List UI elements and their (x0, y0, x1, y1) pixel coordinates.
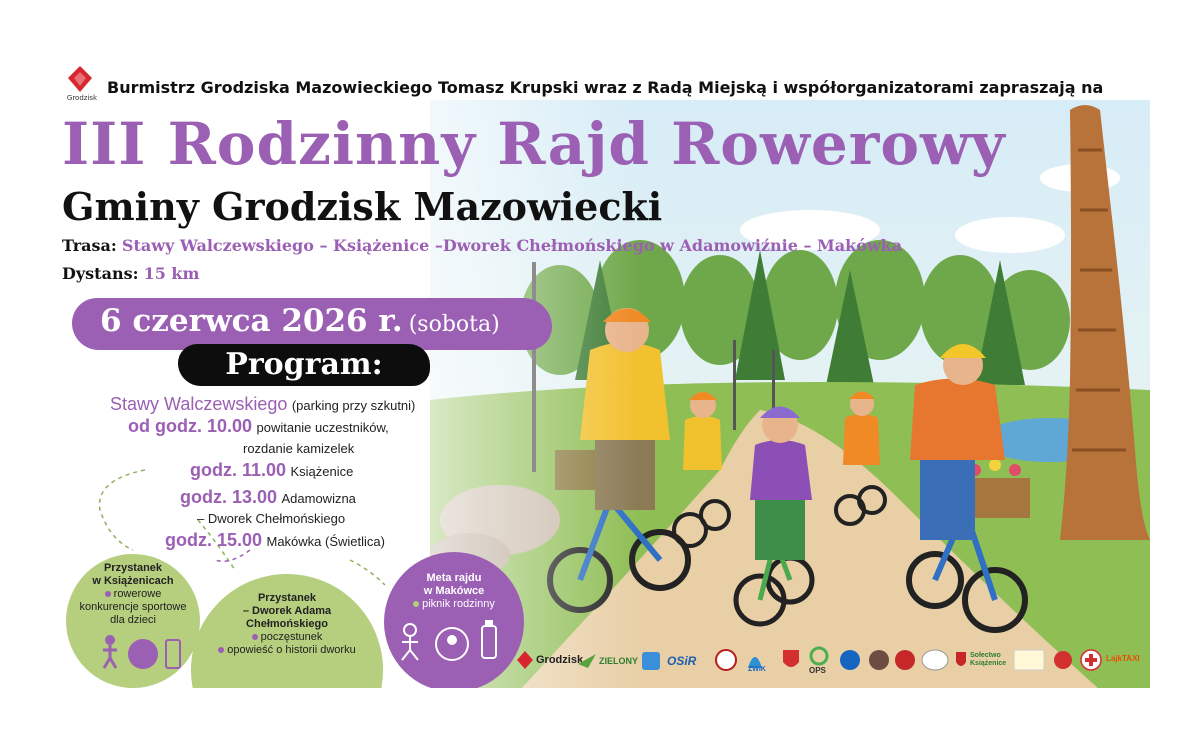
partner-icon (640, 640, 662, 680)
sponsor-lajktaxi: LajkTAXI (1106, 654, 1140, 663)
event-date (100, 303, 500, 339)
program-item-1000: od godz. 10.00 powitanie uczestników, (128, 416, 389, 436)
sponsor-ops: OPS (809, 666, 826, 675)
crest-icon (714, 640, 738, 680)
sponsor-osir: OSiR (667, 654, 697, 668)
stop-makowka: Meta rajdu w Makówce piknik rodzinny (396, 572, 512, 611)
route-value: Stawy Walczewskiego – Książenice –Dworek Chełmońskiego w Adamowiźnie – Makówka (121, 236, 903, 255)
sponsor-logos (512, 640, 1142, 680)
stop-ksiazenice: Przystanek w Książenicach rowerowe konkurencje sportowe dla dzieci (79, 562, 187, 626)
grodzisk-logo (62, 66, 102, 106)
gallery-icon (1012, 640, 1046, 680)
invitation-line: Burmistrz Grodziska Mazowieckiego Tomasz Krupski wraz z Radą Miejską i współorganizatorami zapraszają na (107, 78, 1104, 97)
event-title: III Rodzinny Rajd Rowerowy (62, 110, 1006, 178)
zwik-icon (744, 640, 766, 680)
stop-dworek: Przystanek – Dworek Adama Chełmońskiego poczęstunek opowieść o historii dworku (200, 592, 374, 657)
route-label: Trasa: (62, 236, 117, 255)
program-item-1300: godz. 13.00 Adamowizna (180, 487, 356, 507)
fruit-icon (1050, 640, 1076, 680)
sponsor-grodzisk: Grodzisk (536, 654, 584, 666)
date-weekday: (sobota) (408, 312, 500, 337)
bullet-dot (252, 634, 258, 640)
program-heading: Program: (225, 347, 383, 382)
sponsor-zielony: ZIELONY (599, 656, 639, 666)
fire-brigade-icon (868, 640, 890, 680)
shield-icon (780, 640, 802, 680)
crest-icon (894, 640, 916, 680)
program-item-1100: godz. 11.00 Książenice (190, 460, 354, 480)
grodzisk-sponsor-icon (516, 640, 534, 680)
logo-caption: Grodzisk (66, 94, 98, 102)
program-item-start: Stawy Walczewskiego (parking przy szkutni) (110, 394, 416, 414)
grodzisk-logo-icon (68, 66, 92, 94)
distance-value: 15 km (143, 264, 200, 283)
sponsor-zwik: ZWiK (748, 666, 766, 673)
bottom-margin (0, 688, 1200, 738)
event-subtitle: Gminy Grodzisk Mazowiecki (62, 184, 663, 229)
picnic-icon (392, 618, 512, 664)
date-main: 6 czerwca 2026 r. (100, 303, 403, 339)
emblem-icon (920, 640, 950, 680)
distance-line (62, 264, 199, 283)
bullet-dot (105, 591, 111, 597)
route-line (62, 236, 902, 255)
bullet-dot (413, 601, 419, 607)
kids-sports-icon (98, 632, 188, 672)
sponsor-solectwo: Sołectwo Książenice (970, 652, 1007, 667)
program-item-1300-cont: – Dworek Chełmońskiego (197, 511, 346, 526)
program-item-1500: godz. 15.00 Makówka (Świetlica) (165, 530, 385, 550)
bullet-dot (218, 647, 224, 653)
badge-icon (838, 640, 862, 680)
solectwo-shield-icon (954, 640, 968, 680)
header (62, 66, 1132, 106)
zielony-sponsor-icon (576, 640, 598, 680)
red-cross-icon (1080, 640, 1102, 680)
distance-label: Dystans: (62, 264, 139, 283)
program-item-1000-cont: rozdanie kamizelek (243, 441, 355, 456)
